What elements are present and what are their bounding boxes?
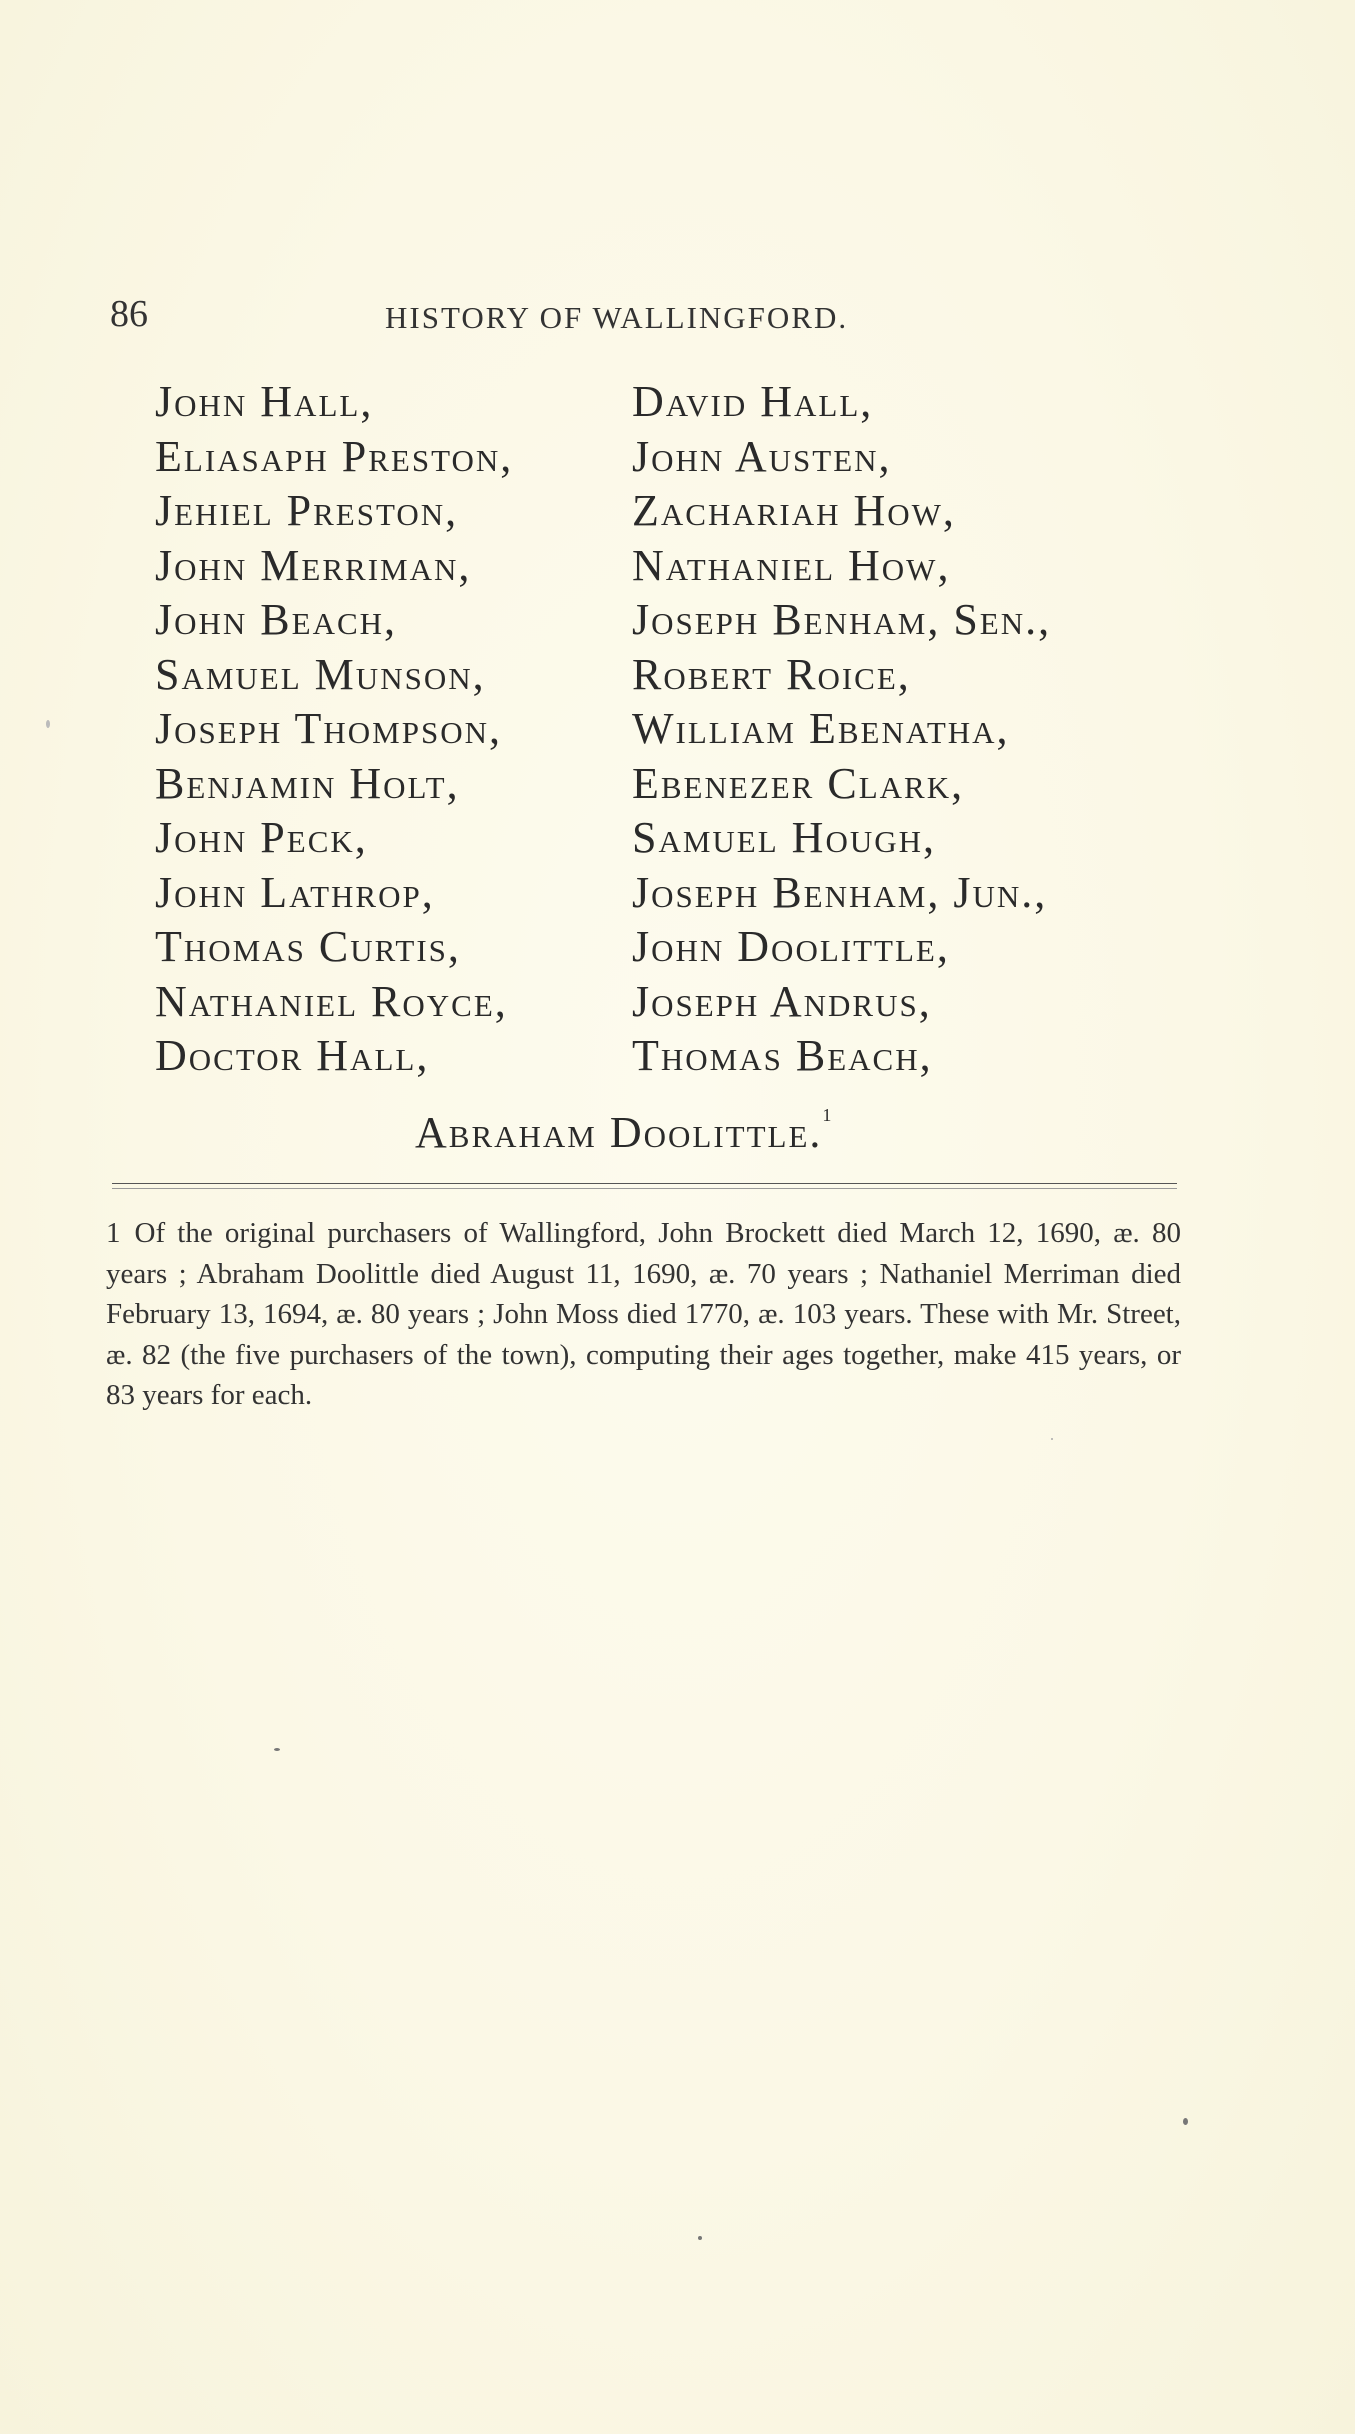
name-entry: Samuel Munson, <box>155 649 486 699</box>
name-entry: Joseph Thompson, <box>155 704 502 753</box>
paper-speck <box>698 2236 702 2240</box>
footnote-divider <box>112 1183 1177 1184</box>
name-entry: Joseph Andrus, <box>632 976 932 1026</box>
footnote-reference: 1 <box>822 1105 832 1125</box>
name-entry: John Merriman, <box>155 540 472 590</box>
paper-speck <box>46 720 50 728</box>
name-entry: Nathaniel Royce, <box>155 976 508 1026</box>
footnote-text: Of the original purchasers of Wallingford, John Brockett died March 12, 1690, æ. 80 years ; Abraham Doolittle died August 11, 1690, æ. 70 years ; Nathaniel Merriman died February 13, 1694, æ. 80 years ; John Moss died 1770, æ. 103 years. These with Mr. Street, æ. 82 (the five purchasers of the town), computing their ages together, make 415 years, or 83 years for each. <box>106 1217 1181 1411</box>
name-entry: Nathaniel How, <box>632 540 951 590</box>
name-entry: Ebenezer Clark, <box>632 758 965 808</box>
name-entry: Samuel Hough, <box>632 813 937 862</box>
name-entry: John Peck, <box>155 813 368 862</box>
footnote-divider-secondary <box>112 1188 1177 1189</box>
name-entry: John Hall, <box>155 377 374 426</box>
name-entry: Eliasaph Preston, <box>155 431 514 481</box>
name-entry: John Beach, <box>155 595 398 644</box>
paper-speck <box>274 1748 280 1751</box>
name-entry: Thomas Beach, <box>632 1031 933 1080</box>
final-name-text: Abraham Doolittle. <box>415 1108 823 1157</box>
name-entry: John Austen, <box>632 431 892 481</box>
name-entry-final <box>415 1088 831 1161</box>
name-entry: Thomas Curtis, <box>155 922 461 971</box>
page-number: 86 <box>110 293 148 335</box>
name-entry: John Doolittle, <box>632 922 950 971</box>
paper-speck <box>1051 1438 1053 1440</box>
running-title: HISTORY OF WALLINGFORD. <box>385 300 849 335</box>
name-entry: Doctor Hall, <box>155 1031 430 1080</box>
name-entry: Benjamin Holt, <box>155 758 460 808</box>
names-left-column <box>155 375 513 1084</box>
footnote-mark: 1 <box>106 1217 121 1249</box>
name-entry: David Hall, <box>632 377 874 426</box>
name-entry: Zachariah How, <box>632 486 956 535</box>
paper-speck <box>1183 2118 1188 2125</box>
name-entry: Jehiel Preston, <box>155 486 459 535</box>
footnote <box>106 1213 1181 1416</box>
names-right-column <box>632 375 1051 1084</box>
name-entry: Robert Roice, <box>632 649 911 699</box>
name-entry: William Ebenatha, <box>632 704 1010 753</box>
page-header <box>110 292 1240 342</box>
name-entry: John Lathrop, <box>155 867 435 917</box>
name-entry: Joseph Benham, Sen., <box>632 595 1052 644</box>
name-entry: Joseph Benham, Jun., <box>632 867 1048 917</box>
